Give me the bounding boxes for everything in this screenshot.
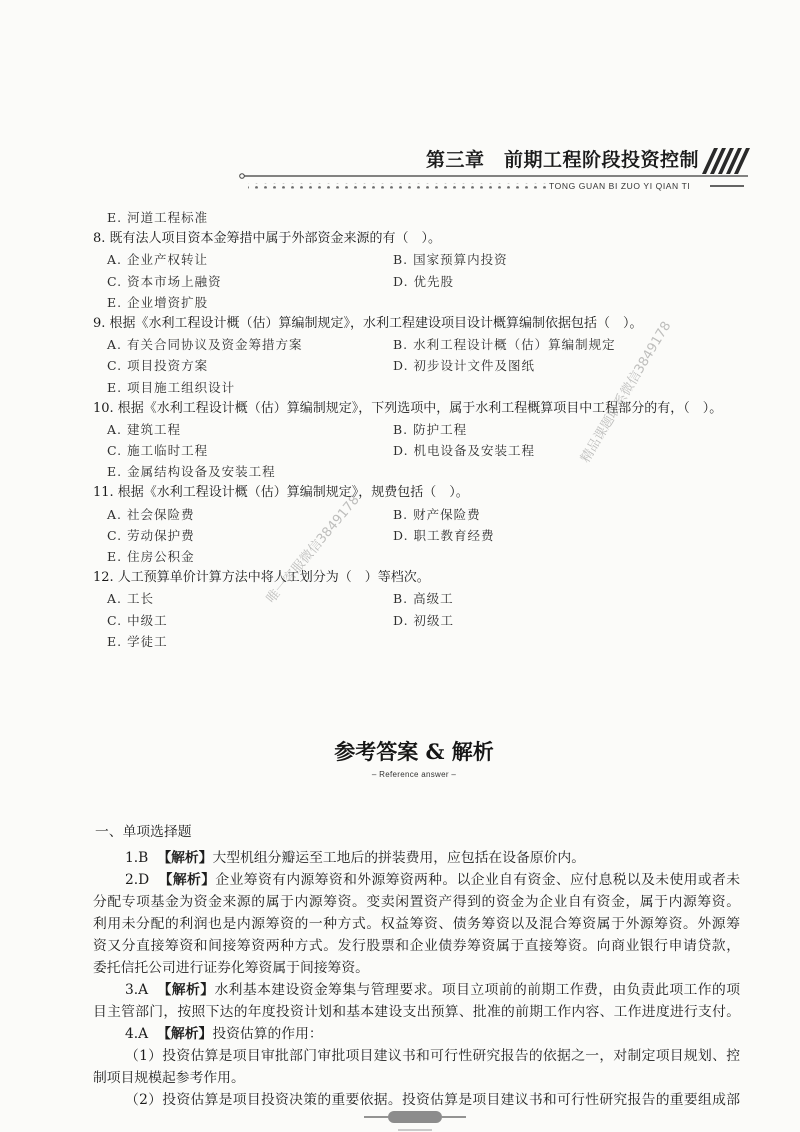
answer-number: 4.A — [125, 1026, 149, 1042]
option-row — [93, 588, 783, 609]
option-row — [93, 377, 783, 398]
option-c: C. 资本市场上融资 — [107, 273, 222, 289]
option-row — [93, 292, 783, 313]
analysis-tag: 【解析】 — [158, 872, 216, 888]
answers-title: 参考答案 & 解析 — [334, 739, 494, 764]
answer-item-first-line — [125, 979, 740, 1001]
option-row — [93, 631, 783, 652]
option-row — [93, 525, 783, 546]
option-e: E. 金属结构设备及安装工程 — [107, 464, 276, 480]
option-row — [93, 461, 783, 482]
answer-text: 水利基本建设资金筹集与管理要求。项目立项前的前期工作费，由负责此项工作的项 — [214, 982, 741, 998]
option-a: A. 企业产权转让 — [107, 252, 208, 268]
option-c: C. 中级工 — [107, 612, 168, 628]
option-e: E. 学徒工 — [107, 633, 168, 649]
answer-item-first-line — [125, 847, 740, 869]
option-row — [93, 610, 783, 631]
question-stem: 10. 根据《水利工程设计概（估）算编制规定》，下列选项中，属于水利工程概算项目中工程部分的有，（ ）。 — [93, 400, 723, 416]
option-row — [93, 440, 783, 461]
answer-text: 投资估算的作用： — [212, 1026, 323, 1042]
answers-subtitle: – Reference answer – — [371, 770, 457, 779]
option-row — [93, 249, 783, 270]
option-e: E. 住房公积金 — [107, 549, 195, 564]
watermark-right: 精品课题联系微信3849178 — [578, 319, 675, 466]
option-c: C. 项目投资方案 — [107, 358, 209, 374]
answer-text-line: 委托信托公司进行证券化筹资属于间接筹资。 — [93, 960, 369, 976]
option-d: D. 初级工 — [393, 612, 455, 628]
question-stem: 11. 根据《水利工程设计概（估）算编制规定》，规费包括（ ）。 — [93, 485, 469, 501]
header-subtitle: TONG GUAN BI ZUO YI QIAN TI — [549, 181, 691, 191]
chapter-title: 第三章 前期工程阶段投资控制 — [426, 149, 700, 171]
option-a: A. 有关合同协议及资金筹措方案 — [107, 337, 303, 353]
answer-text-line: 利用未分配的利润也是内源筹资的一种方式。权益筹资、债务筹资以及混合筹资属于外源筹资。外源筹 — [93, 916, 740, 932]
answer-text: 企业筹资有内源筹资和外源筹资两种。以企业自有资金、应付息税以及未使用或者未 — [215, 872, 741, 888]
answer-point-first-line: （2）投资估算是项目投资决策的重要依据。投资估算是项目建议书和可行性研究报告的重要组成部 — [125, 1092, 740, 1108]
option-d: D. 初步设计文件及图纸 — [393, 358, 536, 374]
option-b: B. 财产保险费 — [393, 506, 481, 522]
option-a: A. 工长 — [107, 591, 154, 607]
footer-page-ornament — [358, 1106, 472, 1132]
option-a: A. 建筑工程 — [107, 421, 181, 437]
analysis-tag: 【解析】 — [157, 850, 213, 866]
option-c: C. 劳动保护费 — [107, 527, 195, 543]
question-stem: 8. 既有法人项目资本金筹措中属于外部资金来源的有（ ）。 — [93, 231, 442, 247]
option-row — [93, 419, 783, 440]
answer-text-line: 目主管部门，按照下达的年度投资计划和基本建设支出预算、批准的前期工作内容、工作进度进行支付。 — [93, 1004, 740, 1020]
answer-item-first-line — [125, 1023, 740, 1045]
option-row — [93, 334, 783, 355]
answer-number: 2.D — [125, 872, 150, 888]
watermark-center: 唯一客服微信3849178 — [263, 492, 363, 607]
option-row — [93, 504, 783, 525]
analysis-tag: 【解析】 — [157, 982, 215, 998]
option-row — [93, 546, 783, 567]
option-d: D. 优先股 — [393, 273, 455, 289]
option-d: D. 职工教育经费 — [393, 527, 495, 543]
answer-point-first-line: （1）投资估算是项目审批部门审批项目建议书和可行性研究报告的依据之一，对制定项目规划、控 — [125, 1048, 740, 1064]
section-heading: 一、单项选择题 — [95, 824, 192, 840]
option-e: E. 河道工程标准 — [107, 210, 209, 225]
answer-text-line: 制项目规模起参考作用。 — [93, 1070, 245, 1086]
option-d: D. 机电设备及安装工程 — [393, 443, 536, 459]
option-row — [93, 355, 783, 376]
option-c: C. 施工临时工程 — [107, 443, 209, 459]
carryover-option-row — [93, 207, 783, 228]
option-b: B. 水利工程设计概（估）算编制规定 — [393, 337, 616, 353]
analysis-tag: 【解析】 — [157, 1026, 213, 1042]
question-stem: 12. 人工预算单价计算方法中将人工划分为（ ）等档次。 — [93, 570, 430, 586]
question-stem: 9. 根据《水利工程设计概（估）算编制规定》，水利工程建设项目设计概算编制依据包括（ ）。 — [93, 315, 643, 331]
answer-number: 1.B — [125, 850, 149, 866]
option-b: B. 高级工 — [393, 591, 454, 607]
option-b: B. 国家预算内投资 — [393, 252, 508, 268]
answer-item-first-line — [125, 869, 740, 891]
option-e: E. 项目施工组织设计 — [107, 379, 236, 395]
answer-text-line: 资又分直接筹资和间接筹资两种方式。发行股票和企业债券筹资属于直接筹资。向商业银行申请贷款， — [93, 938, 740, 954]
option-a: A. 社会保险费 — [107, 506, 195, 522]
option-e: E. 企业增资扩股 — [107, 294, 209, 310]
answer-list — [93, 847, 740, 1111]
answer-number: 3.A — [125, 982, 149, 998]
question-list — [93, 207, 783, 652]
option-row — [93, 271, 783, 292]
option-b: B. 防护工程 — [393, 421, 468, 437]
answer-text-line: 分配专项基金为资金来源的属于内源筹资。变卖闲置资产得到的资金为企业自有资金，属于内源筹资。 — [93, 894, 740, 910]
answer-text: 大型机组分瓣运至工地后的拼装费用，应包括在设备原价内。 — [212, 850, 586, 866]
